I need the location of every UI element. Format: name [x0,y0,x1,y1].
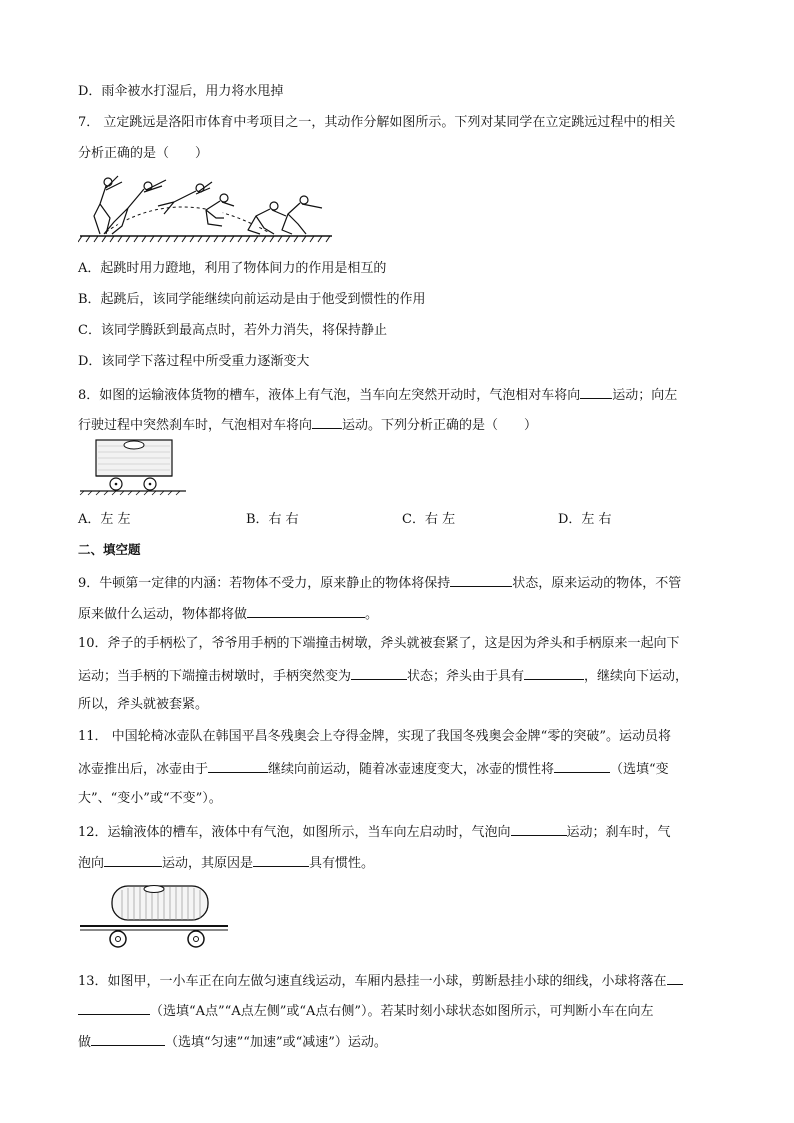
q13-text: （选填“匀速”“加速”或“减速”）运动。 [165,1035,387,1050]
answer-blank [580,384,612,399]
q9-text: 9．牛顿第一定律的内涵：若物体不受力，原来静止的物体将保持 [78,576,451,591]
section-heading: 二、填空题 [78,542,141,557]
q10-text: 状态；斧头由于具有 [407,669,525,684]
q13-line3 [78,1031,387,1053]
answer-blank [667,970,683,985]
answer-blank [91,1031,165,1046]
answer-blank [312,414,342,429]
tank-car-figure-q8 [78,438,190,496]
q9-text: 状态，原来运动的物体，不管 [512,576,682,591]
q11-text: （选填“变 [610,762,669,777]
q8-option-c: C．右 左 [402,512,456,527]
answer-blank [450,572,512,587]
answer-blank [253,852,309,867]
q9-line2 [78,603,378,625]
answer-blank [351,665,407,680]
answer-blank [554,758,610,773]
q6-option-d: D．雨伞被水打湿后，用力将水甩掉 [78,84,284,99]
q13-text: 13．如图甲，一小车正在向左做匀速直线运动，车厢内悬挂一小球，剪断悬挂小球的细线，小球将落在 [78,974,667,989]
q8-options [78,510,718,530]
q8-option-d: D．左 右 [558,512,612,527]
q12-line2 [78,852,374,874]
q7-option-c: C．该同学腾跃到最高点时，若外力消失，将保持静止 [78,323,387,338]
q9-text: 。 [365,607,379,622]
q8-stem-line2 [78,414,537,436]
q8-text: 运动；向左 [612,388,678,403]
q8-option-b: B．右 右 [246,512,299,527]
answer-blank [524,665,584,680]
q13-line2 [78,1000,654,1022]
q7-option-d: D．该同学下落过程中所受重力逐渐变大 [78,354,310,369]
q7-option-a: A．起跳时用力蹬地，利用了物体间力的作用是相互的 [78,261,387,276]
q8-option-a: A．左 左 [78,512,131,527]
answer-blank [104,852,162,867]
q8-stem-line1 [78,384,677,406]
tank-car-figure-q12 [78,880,230,950]
q12-text: 12．运输液体的槽车，液体中有气泡，如图所示，当车向左启动时，气泡向 [78,825,511,840]
q13-line1 [78,970,683,992]
q11-text: 继续向前运动，随着冰壶速度变大，冰壶的惯性将 [268,762,555,777]
answer-blank [78,1000,150,1015]
q7-stem-line1: 7． 立定跳远是洛阳市体育中考项目之一，其动作分解如图所示。下列对某同学在立定跳远过程中的相关 [78,115,676,130]
q8-text: 运动。下列分析正确的是（ ） [342,418,538,433]
q9-line1 [78,572,681,594]
q12-text: 运动；刹车时，气 [566,825,671,840]
q10-line1: 10．斧子的手柄松了，爷爷用手柄的下端撞击树墩，斧头就被套紧了，这是因为斧头和手柄原来一起向下 [78,636,680,651]
q7-option-b: B．起跳后，该同学能继续向前运动是由于他受到惯性的作用 [78,292,426,307]
q8-text: 行驶过程中突然刹车时，气泡相对车将向 [78,418,313,433]
q12-text: 运动，其原因是 [162,856,254,871]
long-jump-figure [78,172,336,244]
q11-line1: 11． 中国轮椅冰壶队在韩国平昌冬残奥会上夺得金牌，实现了我国冬残奥会金牌“零的突破”。运动员将 [78,729,671,744]
q12-text: 泡向 [78,856,105,871]
q12-line1 [78,821,671,843]
q9-text: 原来做什么运动，物体都将做 [78,607,248,622]
answer-blank [247,603,365,618]
q13-text: 做 [78,1035,92,1050]
answer-blank [208,758,268,773]
q12-text: 具有惯性。 [309,856,375,871]
q10-line2 [78,665,688,687]
q13-text: （选填“A点”“A点左侧”或“A点右侧”）。若某时刻小球状态如图所示，可判断小车在向左 [150,1004,654,1019]
q11-line3: 大”、“变小”或“不变”）。 [78,791,222,806]
q10-text: 运动；当手柄的下端撞击树墩时，手柄突然变为 [78,669,352,684]
answer-blank [511,821,567,836]
q11-text: 冰壶推出后，冰壶由于 [78,762,209,777]
q11-line2 [78,758,669,780]
q8-text: 8．如图的运输液体货物的槽车，液体上有气泡，当车向左突然开动时，气泡相对车将向 [78,388,581,403]
q7-stem-line2: 分析正确的是（ ） [78,146,209,161]
q10-text: ，继续向下运动， [584,669,689,684]
q10-line3: 所以，斧头就被套紧。 [78,697,209,712]
